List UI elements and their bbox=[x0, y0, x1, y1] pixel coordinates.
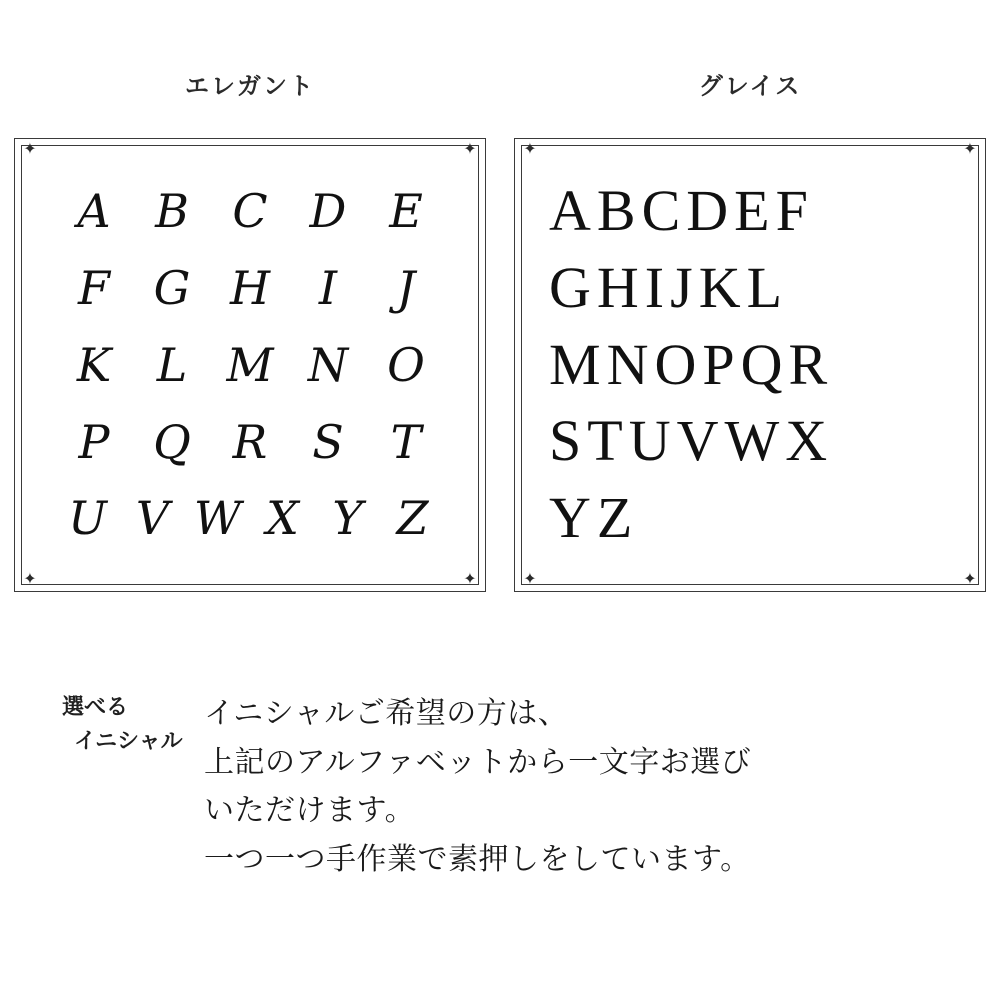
letter-glyph: Y bbox=[549, 485, 591, 551]
letter-glyph: E bbox=[734, 178, 770, 244]
ornament-icon: ✦ bbox=[23, 141, 37, 158]
letter-glyph: V bbox=[135, 491, 170, 546]
letter-glyph: G bbox=[153, 261, 191, 316]
letter-glyph: W bbox=[193, 491, 242, 546]
letter-glyph: K bbox=[76, 337, 112, 392]
letter-glyph: C bbox=[641, 178, 681, 244]
letter-glyph: Q bbox=[153, 414, 191, 469]
letter-glyph: E bbox=[389, 184, 423, 239]
ornament-icon: ✦ bbox=[963, 141, 977, 158]
letter-glyph: X bbox=[266, 491, 299, 546]
letter-glyph: Z bbox=[596, 485, 633, 551]
letter-glyph: T bbox=[390, 414, 422, 469]
letter-glyph: Q bbox=[740, 331, 783, 397]
caption-line: イニシャルご希望の方は、 bbox=[204, 697, 569, 730]
caption-line: 一つ一つ手作業で素押しをしています。 bbox=[204, 842, 751, 876]
letter-row bbox=[49, 491, 451, 546]
letter-glyph: T bbox=[587, 408, 623, 474]
letter-row bbox=[49, 184, 451, 239]
letter-glyph: S bbox=[549, 408, 582, 474]
letter-glyph: W bbox=[724, 408, 780, 474]
letter-glyph: N bbox=[307, 337, 349, 392]
ornament-icon: ✦ bbox=[523, 141, 537, 158]
caption-label bbox=[0, 690, 200, 758]
letter-glyph: P bbox=[78, 414, 110, 469]
letter-row bbox=[549, 180, 951, 243]
letter-glyph: H bbox=[229, 261, 271, 316]
letter-glyph: P bbox=[702, 331, 735, 397]
ornament-icon: ✦ bbox=[523, 571, 537, 588]
alphabet-grid-grace bbox=[549, 173, 951, 557]
letter-glyph: A bbox=[549, 178, 591, 244]
panel-elegant bbox=[0, 130, 500, 600]
letter-glyph: G bbox=[549, 254, 591, 320]
panel-headings bbox=[0, 66, 1000, 101]
letter-glyph: R bbox=[788, 331, 828, 397]
ornament-icon: ✦ bbox=[963, 571, 977, 588]
letter-glyph: K bbox=[698, 254, 741, 320]
alphabet-panels bbox=[0, 130, 1000, 600]
letter-glyph: J bbox=[670, 254, 693, 320]
letter-glyph: F bbox=[78, 261, 110, 316]
letter-glyph: H bbox=[596, 254, 639, 320]
caption-line: 上記のアルファベットから一文字お選び bbox=[204, 745, 752, 779]
letter-glyph: N bbox=[606, 331, 649, 397]
letter-glyph: F bbox=[775, 178, 808, 244]
letter-glyph: M bbox=[226, 337, 274, 392]
letter-glyph: Y bbox=[332, 491, 363, 546]
letter-glyph: R bbox=[232, 414, 268, 469]
letter-glyph: D bbox=[686, 178, 729, 244]
letter-glyph: L bbox=[156, 337, 188, 392]
letter-glyph: U bbox=[628, 408, 671, 474]
letter-glyph: O bbox=[387, 337, 425, 392]
panel-elegant-frame-outer bbox=[14, 138, 486, 592]
letter-row bbox=[549, 254, 951, 320]
ornament-icon: ✦ bbox=[463, 571, 477, 588]
caption-label-line2: イニシャル bbox=[74, 728, 183, 754]
letter-glyph: I bbox=[318, 261, 338, 316]
letter-glyph: D bbox=[309, 184, 347, 239]
letter-glyph: O bbox=[654, 331, 697, 397]
alphabet-grid-elegant bbox=[49, 173, 451, 557]
letter-row bbox=[49, 261, 451, 316]
letter-row bbox=[549, 331, 951, 397]
letter-glyph: C bbox=[232, 184, 268, 239]
caption-label-line1: 選べる bbox=[62, 694, 129, 719]
letter-glyph: X bbox=[785, 408, 828, 474]
letter-row bbox=[49, 337, 451, 392]
letter-glyph: Z bbox=[396, 491, 429, 546]
heading-grace: グレイス bbox=[698, 73, 802, 100]
letter-glyph: S bbox=[312, 414, 344, 469]
panel-grace bbox=[500, 130, 1000, 600]
caption-line: いただけます。 bbox=[204, 794, 416, 828]
initial-caption-block bbox=[0, 690, 1000, 884]
panel-grace-frame-outer bbox=[514, 138, 986, 592]
letter-glyph: A bbox=[77, 184, 111, 239]
letter-glyph: J bbox=[396, 261, 416, 316]
letter-row bbox=[49, 414, 451, 469]
letter-glyph: U bbox=[68, 491, 107, 546]
ornament-icon: ✦ bbox=[463, 141, 477, 158]
letter-glyph: B bbox=[596, 178, 636, 244]
letter-glyph: B bbox=[155, 184, 189, 239]
letter-row bbox=[549, 410, 951, 473]
letter-row bbox=[549, 487, 951, 550]
letter-glyph: M bbox=[549, 331, 601, 397]
heading-elegant: エレガント bbox=[185, 73, 315, 100]
caption-body bbox=[200, 690, 1000, 884]
letter-glyph: I bbox=[644, 254, 665, 320]
letter-glyph: V bbox=[676, 408, 719, 474]
ornament-icon: ✦ bbox=[23, 571, 37, 588]
letter-glyph: L bbox=[746, 254, 783, 320]
